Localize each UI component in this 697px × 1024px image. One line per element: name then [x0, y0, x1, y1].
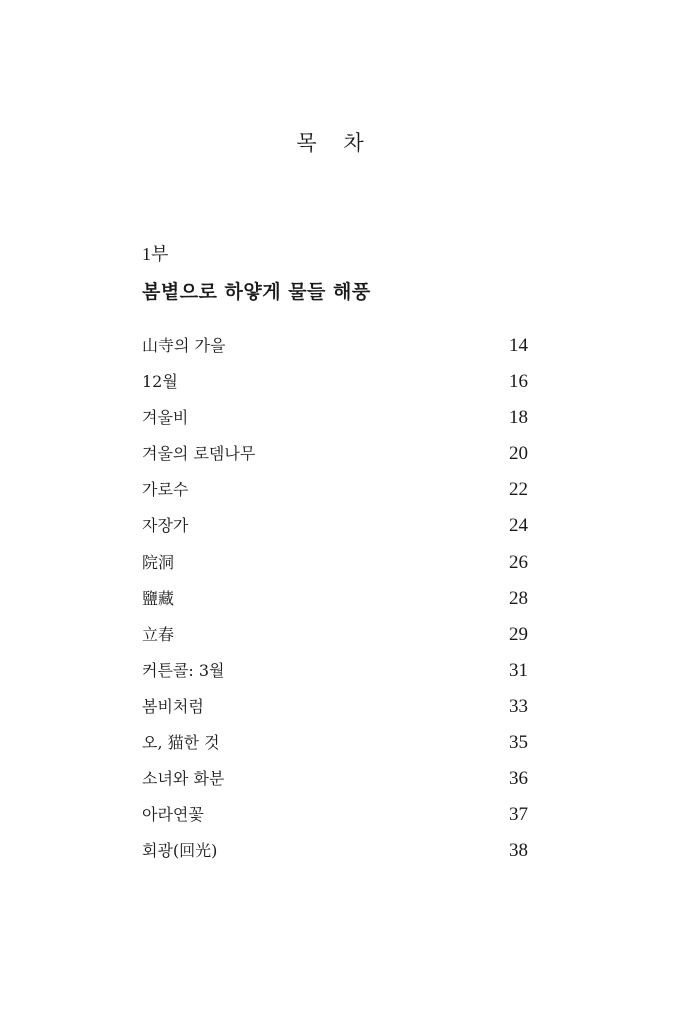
toc-entry[interactable] — [142, 694, 528, 730]
toc-entry[interactable] — [142, 477, 528, 513]
toc-entry-page: 35 — [509, 732, 528, 754]
toc-entry-title: 院洞 — [142, 552, 175, 572]
toc-entry[interactable] — [142, 550, 528, 586]
toc-entry-page: 22 — [509, 479, 528, 501]
part-title: 봄볕으로 하얗게 물들 해풍 — [142, 281, 371, 303]
toc-entry-title: 회광(回光) — [142, 841, 218, 861]
toc-entry-page: 29 — [509, 623, 528, 645]
page-title: 목 차 — [296, 131, 374, 155]
toc-entry-title: 가로수 — [142, 480, 189, 500]
toc-entry[interactable] — [142, 838, 528, 874]
toc-entry[interactable] — [142, 730, 528, 766]
toc-entry-page: 18 — [509, 407, 528, 429]
toc-entry-page: 20 — [509, 443, 528, 465]
toc-entry-page: 14 — [509, 335, 528, 356]
toc-entry-title: 오, 猫한 것 — [142, 733, 220, 753]
toc-entry-title: 겨울비 — [142, 408, 189, 428]
toc-list — [142, 333, 528, 874]
toc-entry-page: 33 — [509, 695, 528, 717]
toc-entry-title: 12월 — [142, 372, 178, 392]
toc-entry[interactable] — [142, 405, 528, 441]
toc-entry-page: 37 — [509, 804, 528, 826]
toc-entry[interactable] — [142, 766, 528, 802]
toc-entry-title: 자장가 — [142, 516, 189, 536]
toc-entry-title: 겨울의 로뎀나무 — [142, 444, 256, 464]
toc-entry[interactable] — [142, 369, 528, 405]
toc-entry[interactable] — [142, 441, 528, 477]
toc-entry-page: 26 — [509, 551, 528, 573]
toc-entry-title: 봄비처럼 — [142, 696, 204, 716]
toc-entry[interactable] — [142, 586, 528, 622]
toc-entry[interactable] — [142, 802, 528, 838]
toc-entry-page: 16 — [509, 371, 528, 393]
toc-entry-title: 커튼콜: 3월 — [142, 660, 225, 680]
toc-entry-title: 鹽藏 — [142, 588, 175, 608]
toc-entry-page: 31 — [509, 659, 528, 681]
part-label: 1부 — [142, 244, 169, 264]
toc-entry-page: 24 — [509, 515, 528, 537]
toc-entry-title: 山寺의 가을 — [142, 336, 226, 355]
toc-entry-title: 아라연꽃 — [142, 805, 204, 825]
toc-entry[interactable] — [142, 513, 528, 549]
toc-entry[interactable] — [142, 622, 528, 658]
toc-entry[interactable] — [142, 333, 528, 369]
toc-entry-page: 38 — [509, 840, 528, 862]
toc-entry-page: 36 — [509, 768, 528, 790]
toc-entry[interactable] — [142, 658, 528, 694]
toc-entry-title: 소녀와 화분 — [142, 769, 225, 789]
toc-entry-page: 28 — [509, 587, 528, 609]
toc-entry-title: 立春 — [142, 624, 175, 644]
